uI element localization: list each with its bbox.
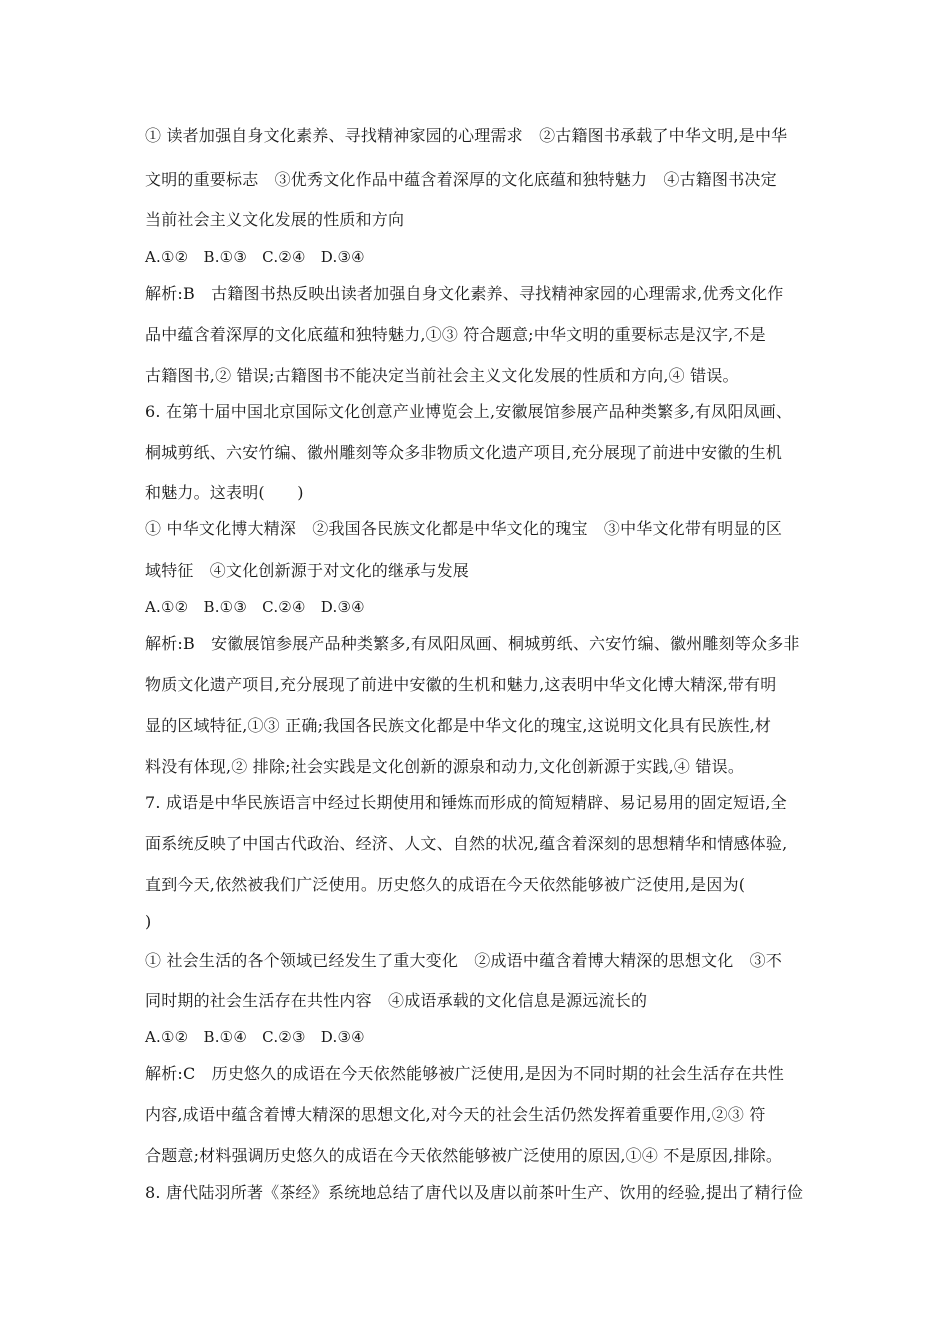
q5-options: A.①② B.①③ C.②④ D.③④ [145,248,365,266]
q7-statement-line-1: ① 社会生活的各个领域已经发生了重大变化 ②成语中蕴含着博大精深的思想文化 ③不 [145,951,783,970]
q6-statement-line-2: 域特征 ④文化创新源于对文化的继承与发展 [145,561,470,580]
q7-analysis-line-2: 内容,成语中蕴含着博大精深的思想文化,对今天的社会生活仍然发挥着重要作用,②③ 符 [145,1105,766,1124]
q5-statement-line-2: 文明的重要标志 ③优秀文化作品中蕴含着深厚的文化底蕴和独特魅力 ④古籍图书决定 [145,170,777,189]
q7-stem-line-2: 面系统反映了中国古代政治、经济、人文、自然的状况,蕴含着深刻的思想精华和情感体验, [145,834,788,853]
q7-options: A.①② B.①④ C.②③ D.③④ [145,1028,365,1046]
q6-analysis-line-4: 料没有体现,② 排除;社会实践是文化创新的源泉和动力,文化创新源于实践,④ 错误。 [145,757,745,776]
q5-statement-line-1: ① 读者加强自身文化素养、寻找精神家园的心理需求 ②古籍图书承载了中华文明,是中华 [145,126,788,145]
q7-stem-line-3: 直到今天,依然被我们广泛使用。历史悠久的成语在今天依然能够被广泛使用,是因为( [145,875,746,894]
q5-analysis-line-1: 解析:B 古籍图书热反映出读者加强自身文化素养、寻找精神家园的心理需求,优秀文化作 [145,284,784,303]
q6-statement-line-1: ① 中华文化博大精深 ②我国各民族文化都是中华文化的瑰宝 ③中华文化带有明显的区 [145,519,783,538]
q6-options: A.①② B.①③ C.②④ D.③④ [145,598,365,616]
q6-stem-line-2: 桐城剪纸、六安竹编、徽州雕刻等众多非物质文化遗产项目,充分展现了前进中安徽的生机 [145,443,783,462]
q6-analysis-line-2: 物质文化遗产项目,充分展现了前进中安徽的生机和魅力,这表明中华文化博大精深,带有明 [145,675,777,694]
q8-stem-line-1: 8. 唐代陆羽所著《茶经》系统地总结了唐代以及唐以前茶叶生产、饮用的经验,提出了精行俭 [145,1183,804,1202]
q7-stem-line-4: ) [145,912,152,931]
q6-stem-line-1: 6. 在第十届中国北京国际文化创意产业博览会上,安徽展馆参展产品种类繁多,有凤阳凤画、 [145,402,793,421]
q5-statement-line-3: 当前社会主义文化发展的性质和方向 [145,210,405,229]
q7-stem-line-1: 7. 成语是中华民族语言中经过长期使用和锤炼而形成的简短精辟、易记易用的固定短语,全 [145,793,787,812]
q7-analysis-line-3: 合题意;材料强调历史悠久的成语在今天依然能够被广泛使用的原因,①④ 不是原因,排除。 [145,1146,783,1165]
q6-stem-line-3: 和魅力。这表明( ) [145,483,304,502]
q7-statement-line-2: 同时期的社会生活存在共性内容 ④成语承载的文化信息是源远流长的 [145,991,648,1010]
q5-analysis-line-2: 品中蕴含着深厚的文化底蕴和独特魅力,①③ 符合题意;中华文明的重要标志是汉字,不是 [145,325,766,344]
q7-analysis-line-1: 解析:C 历史悠久的成语在今天依然能够被广泛使用,是因为不同时期的社会生活存在共性 [145,1064,784,1083]
q5-analysis-line-3: 古籍图书,② 错误;古籍图书不能决定当前社会主义文化发展的性质和方向,④ 错误。 [145,366,739,385]
q6-analysis-line-1: 解析:B 安徽展馆参展产品种类繁多,有凤阳凤画、桐城剪纸、六安竹编、徽州雕刻等众多非 [145,634,800,653]
q6-analysis-line-3: 显的区域特征,①③ 正确;我国各民族文化都是中华文化的瑰宝,这说明文化具有民族性,材 [145,716,772,735]
